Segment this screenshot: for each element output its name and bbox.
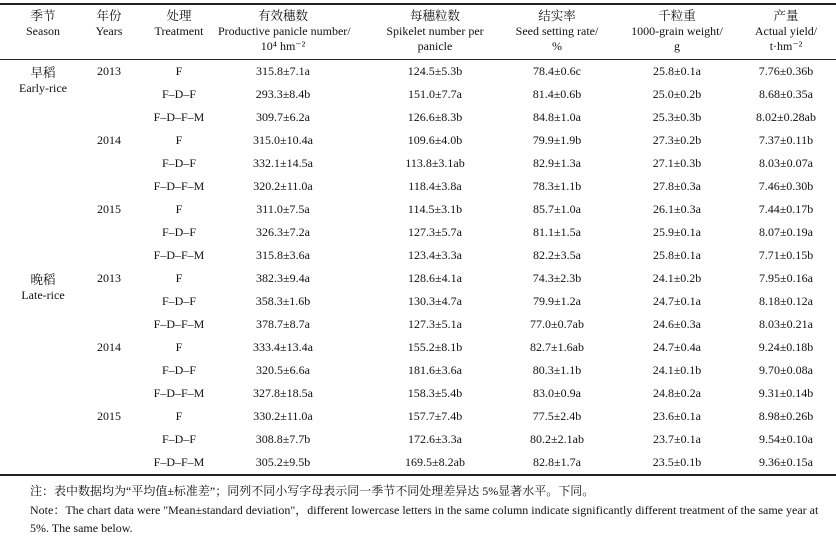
table-row [0, 405, 836, 428]
cell-treatment: F [175, 133, 183, 147]
cell-grain: 27.1±0.3b [652, 156, 702, 170]
cell-spikelet: 118.4±3.8a [408, 179, 462, 193]
table-row [0, 152, 836, 175]
cell-grain: 25.9±0.1a [653, 225, 701, 239]
cell-spikelet: 113.8±3.1ab [405, 156, 465, 170]
cell-setting: 78.4±0.6c [533, 64, 581, 78]
cell-setting: 77.0±0.7ab [530, 317, 584, 331]
header-panicle: 有效穗数 Productive panicle number/ 10⁴ hm⁻² [218, 9, 351, 53]
cell-setting: 80.2±2.1ab [530, 432, 584, 446]
table-row [0, 244, 836, 267]
cell-grain: 24.7±0.1a [653, 294, 701, 308]
cell-panicle: 305.2±9.5b [255, 455, 311, 469]
cell-year: 2013 [97, 271, 121, 285]
table-body [0, 60, 836, 474]
table-row [0, 336, 836, 359]
cell-treatment: F [175, 340, 183, 354]
cell-setting: 82.2±3.5a [533, 248, 581, 262]
cell-grain: 26.1±0.3a [653, 202, 701, 216]
cell-spikelet: 151.0±7.7a [408, 87, 462, 101]
cell-treatment: F [175, 271, 183, 285]
cell-setting: 77.5±2.4b [532, 409, 582, 423]
cell-treatment: F–D–F–M [153, 179, 205, 193]
cell-yield: 7.76±0.36b [758, 64, 814, 78]
cell-panicle: 311.0±7.5a [256, 202, 310, 216]
cell-year: 2015 [97, 409, 121, 423]
cell-grain: 27.3±0.2b [652, 133, 702, 147]
cell-grain: 24.6±0.3a [653, 317, 701, 331]
cell-grain: 23.6±0.1a [653, 409, 701, 423]
table-row [0, 221, 836, 244]
cell-setting: 81.4±0.6b [532, 87, 582, 101]
cell-year: 2013 [97, 64, 121, 78]
cell-treatment: F–D–F [161, 363, 196, 377]
table-row [0, 359, 836, 382]
cell-setting: 82.7±1.6ab [530, 340, 584, 354]
cell-setting: 78.3±1.1b [532, 179, 582, 193]
cell-yield: 9.31±0.14b [758, 386, 814, 400]
cell-year: 2014 [97, 133, 121, 147]
cell-spikelet: 109.6±4.0b [407, 133, 463, 147]
cell-panicle: 315.8±7.1a [256, 64, 310, 78]
note-chinese: 注：表中数据均为“平均值±标准差”；同列不同小写字母表示同一季节不同处理差异达 5%显著水平。下同。 [30, 484, 595, 498]
cell-grain: 23.5±0.1b [652, 455, 702, 469]
cell-treatment: F–D–F [161, 294, 196, 308]
cell-panicle: 330.2±11.0a [253, 409, 313, 423]
header-treatment: 处理 Treatment [154, 9, 204, 38]
cell-spikelet: 114.5±3.1b [407, 202, 463, 216]
season-late-rice: 晚稻 Late-rice [21, 273, 65, 302]
cell-panicle: 358.3±1.6b [255, 294, 311, 308]
table-row [0, 83, 836, 106]
cell-grain: 25.8±0.1a [653, 248, 701, 262]
cell-spikelet: 157.7±7.4b [407, 409, 463, 423]
cell-treatment: F–D–F–M [153, 386, 205, 400]
table-row [0, 129, 836, 152]
note-english: Note：The chart data were "Mean±standard deviation"，different lowercase letters in the same column indicate significantly different treatment of the same year at 5%. The same below. [30, 503, 819, 535]
table-row [0, 175, 836, 198]
table-header [0, 5, 836, 57]
cell-treatment: F–D–F–M [153, 248, 205, 262]
cell-panicle: 382.3±9.4a [256, 271, 310, 285]
cell-yield: 8.18±0.12a [759, 294, 813, 308]
cell-panicle: 308.8±7.7b [255, 432, 311, 446]
header-season: 季节 Season [26, 9, 60, 38]
cell-panicle: 333.4±13.4a [253, 340, 313, 354]
cell-setting: 83.0±0.9a [533, 386, 581, 400]
cell-spikelet: 127.3±5.7a [408, 225, 462, 239]
table-bottom-rule [0, 474, 836, 476]
cell-panicle: 320.2±11.0a [253, 179, 313, 193]
cell-yield: 7.44±0.17b [758, 202, 814, 216]
cell-treatment: F–D–F–M [153, 317, 205, 331]
cell-treatment: F–D–F–M [153, 455, 205, 469]
cell-panicle: 327.8±18.5a [253, 386, 313, 400]
cell-yield: 8.03±0.07a [759, 156, 813, 170]
cell-spikelet: 172.6±3.3a [408, 432, 462, 446]
cell-yield: 8.68±0.35a [759, 87, 813, 101]
cell-setting: 74.3±2.3b [532, 271, 582, 285]
cell-yield: 8.07±0.19a [759, 225, 813, 239]
cell-treatment: F [175, 64, 183, 78]
cell-spikelet: 158.3±5.4b [407, 386, 463, 400]
cell-setting: 79.9±1.2a [533, 294, 581, 308]
cell-treatment: F [175, 202, 183, 216]
cell-yield: 8.02±0.28ab [756, 110, 816, 124]
cell-yield: 7.95±0.16a [759, 271, 813, 285]
table-row [0, 313, 836, 336]
cell-grain: 25.8±0.1a [653, 64, 701, 78]
cell-year: 2014 [97, 340, 121, 354]
header-years: 年份 Years [95, 9, 123, 38]
cell-treatment: F–D–F [161, 432, 196, 446]
table-row [0, 428, 836, 451]
cell-grain: 23.7±0.1a [653, 432, 701, 446]
cell-grain: 24.1±0.2b [652, 271, 702, 285]
cell-grain: 25.0±0.2b [652, 87, 702, 101]
table-row [0, 106, 836, 129]
cell-panicle: 378.7±8.7a [256, 317, 310, 331]
table-row [0, 451, 836, 474]
cell-setting: 80.3±1.1b [532, 363, 582, 377]
cell-panicle: 293.3±8.4b [255, 87, 311, 101]
cell-grain: 24.1±0.1b [652, 363, 702, 377]
cell-yield: 9.54±0.10a [759, 432, 813, 446]
header-grain: 千粒重 1000-grain weight/ g [631, 9, 723, 53]
cell-setting: 85.7±1.0a [533, 202, 581, 216]
cell-setting: 81.1±1.5a [533, 225, 581, 239]
cell-treatment: F [175, 409, 183, 423]
header-setting: 结实率 Seed setting rate/ % [515, 9, 599, 53]
cell-spikelet: 169.5±8.2ab [405, 455, 465, 469]
cell-yield: 8.98±0.26b [758, 409, 814, 423]
header-spikelet: 每穗粒数 Spikelet number per panicle [386, 9, 484, 53]
cell-panicle: 326.3±7.2a [256, 225, 310, 239]
cell-grain: 24.7±0.4a [653, 340, 701, 354]
cell-treatment: F–D–F [161, 87, 196, 101]
cell-panicle: 315.0±10.4a [253, 133, 313, 147]
cell-panicle: 309.7±6.2a [256, 110, 310, 124]
cell-treatment: F–D–F–M [153, 110, 205, 124]
cell-yield: 9.36±0.15a [759, 455, 813, 469]
cell-treatment: F–D–F [161, 225, 196, 239]
cell-yield: 8.03±0.21a [759, 317, 813, 331]
table-row [0, 382, 836, 405]
cell-yield: 7.71±0.15b [758, 248, 814, 262]
table-row [0, 60, 836, 83]
cell-setting: 84.8±1.0a [533, 110, 581, 124]
cell-panicle: 332.1±14.5a [253, 156, 313, 170]
table-row [0, 290, 836, 313]
table-row [0, 198, 836, 221]
cell-grain: 24.8±0.2a [653, 386, 701, 400]
cell-spikelet: 127.3±5.1a [408, 317, 462, 331]
cell-spikelet: 123.4±3.3a [408, 248, 462, 262]
cell-yield: 7.37±0.11b [758, 133, 814, 147]
cell-grain: 27.8±0.3a [653, 179, 701, 193]
cell-setting: 79.9±1.9b [532, 133, 582, 147]
cell-year: 2015 [97, 202, 121, 216]
cell-setting: 82.9±1.3a [533, 156, 581, 170]
table-row [0, 267, 836, 290]
cell-grain: 25.3±0.3b [652, 110, 702, 124]
cell-yield: 9.24±0.18b [758, 340, 814, 354]
cell-panicle: 320.5±6.6a [256, 363, 310, 377]
cell-spikelet: 124.5±5.3b [407, 64, 463, 78]
cell-yield: 7.46±0.30b [758, 179, 814, 193]
cell-spikelet: 155.2±8.1b [407, 340, 463, 354]
season-early-rice: 早稻 Early-rice [19, 66, 67, 95]
cell-treatment: F–D–F [161, 156, 196, 170]
cell-yield: 9.70±0.08a [759, 363, 813, 377]
cell-setting: 82.8±1.7a [533, 455, 581, 469]
cell-spikelet: 130.3±4.7a [408, 294, 462, 308]
cell-spikelet: 181.6±3.6a [408, 363, 462, 377]
cell-spikelet: 126.6±8.3b [407, 110, 463, 124]
header-yield: 产量 Actual yield/ t·hm⁻² [754, 9, 818, 53]
cell-panicle: 315.8±3.6a [256, 248, 310, 262]
cell-spikelet: 128.6±4.1a [408, 271, 462, 285]
